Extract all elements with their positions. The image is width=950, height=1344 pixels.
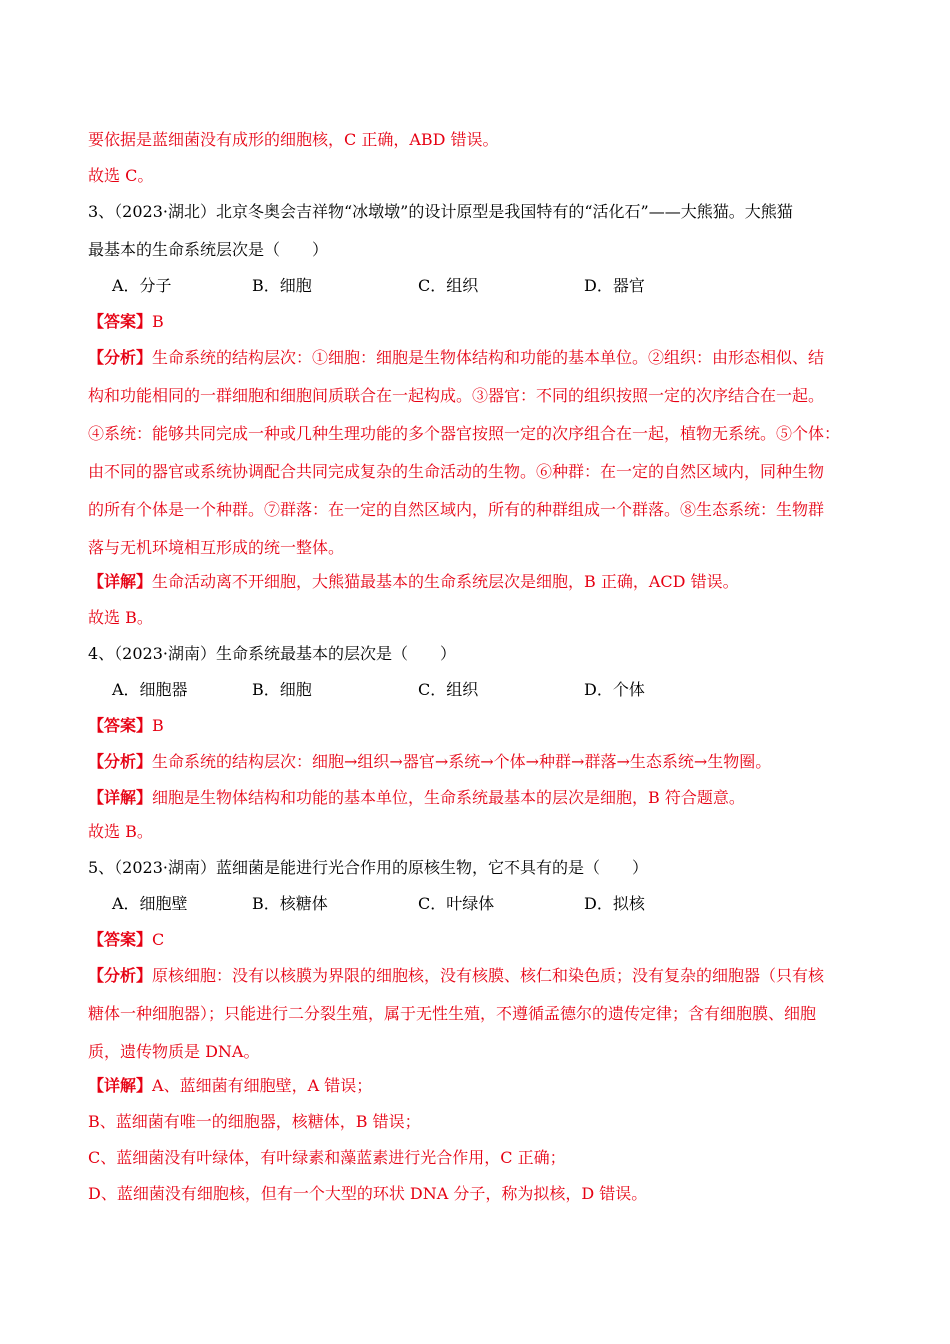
q5-analysis-line1 bbox=[88, 964, 824, 988]
answer-value: B bbox=[152, 312, 164, 331]
q5-detail-line4: D、蓝细菌没有细胞核，但有一个大型的环状 DNA 分子，称为拟核，D 错误。 bbox=[88, 1184, 648, 1203]
detail-text: 细胞是生物体结构和功能的基本单位，生命系统最基本的层次是细胞，B 符合题意。 bbox=[152, 788, 745, 807]
q3-analysis-line6: 落与无机环境相互形成的统一整体。 bbox=[88, 538, 345, 557]
detail-tag: 【详解】 bbox=[88, 572, 153, 591]
q3-option-b: B．细胞 bbox=[252, 276, 312, 295]
q4-options bbox=[0, 678, 950, 702]
detail-text: 生命活动离不开细胞，大熊猫最基本的生命系统层次是细胞，B 正确，ACD 错误。 bbox=[152, 572, 739, 591]
analysis-text: 生命系统的结构层次：细胞→组织→器官→系统→个体→种群→群落→生态系统→生物圈。 bbox=[152, 752, 772, 771]
q5-option-b: B．核糖体 bbox=[252, 894, 328, 913]
q4-conclusion: 故选 B。 bbox=[88, 822, 153, 841]
answer-value: B bbox=[152, 716, 164, 735]
q3-analysis-line1 bbox=[88, 346, 824, 370]
detail-tag: 【详解】 bbox=[88, 1076, 153, 1095]
prev-analysis-tail: 要依据是蓝细菌没有成形的细胞核，C 正确，ABD 错误。 bbox=[88, 130, 499, 149]
detail-text: A、蓝细菌有细胞壁，A 错误； bbox=[152, 1076, 373, 1095]
q4-answer bbox=[88, 714, 164, 738]
q5-analysis-line3: 质，遗传物质是 DNA。 bbox=[88, 1042, 260, 1061]
q4-stem: 4、（2023·湖南）生命系统最基本的层次是（ ） bbox=[88, 644, 456, 663]
q3-analysis-line3: ④系统：能够共同完成一种或几种生理功能的多个器官按照一定的次序组合在一起，植物无系统。⑤个体： bbox=[88, 424, 841, 443]
answer-tag: 【答案】 bbox=[88, 312, 153, 331]
analysis-tag: 【分析】 bbox=[88, 348, 153, 367]
q3-analysis-line2: 构和功能相同的一群细胞和细胞间质联合在一起构成。③器官：不同的组织按照一定的次序结合在一起。 bbox=[88, 386, 825, 405]
q5-stem: 5、（2023·湖南）蓝细菌是能进行光合作用的原核生物，它不具有的是（ ） bbox=[88, 858, 648, 877]
q4-option-a: A．细胞器 bbox=[112, 680, 188, 699]
q5-option-d: D．拟核 bbox=[584, 894, 645, 913]
q4-option-b: B．细胞 bbox=[252, 680, 312, 699]
q5-options bbox=[0, 892, 950, 916]
q5-detail-line2: B、蓝细菌有唯一的细胞器，核糖体，B 错误； bbox=[88, 1112, 421, 1131]
q3-option-d: D．器官 bbox=[584, 276, 645, 295]
q5-detail-line1 bbox=[88, 1074, 372, 1098]
q3-stem-line1: 3、（2023·湖北）北京冬奥会吉祥物“冰墩墩”的设计原型是我国特有的“活化石”——大熊猫。大熊猫 bbox=[88, 202, 793, 221]
detail-tag: 【详解】 bbox=[88, 788, 153, 807]
q5-option-c: C．叶绿体 bbox=[418, 894, 495, 913]
q3-analysis-line5: 的所有个体是一个种群。⑦群落：在一定的自然区域内，所有的种群组成一个群落。⑧生态系统：生物群 bbox=[88, 500, 825, 519]
q3-detail bbox=[88, 570, 739, 594]
q3-option-c: C．组织 bbox=[418, 276, 479, 295]
analysis-text: 原核细胞：没有以核膜为界限的细胞核，没有核膜、核仁和染色质；没有复杂的细胞器（只有核 bbox=[152, 966, 825, 985]
answer-tag: 【答案】 bbox=[88, 930, 153, 949]
q4-option-c: C．组织 bbox=[418, 680, 479, 699]
answer-value: C bbox=[152, 930, 165, 949]
answer-tag: 【答案】 bbox=[88, 716, 153, 735]
q3-options bbox=[0, 274, 950, 298]
q4-analysis bbox=[88, 750, 771, 774]
q3-stem-line2: 最基本的生命系统层次是（ ） bbox=[88, 240, 329, 259]
analysis-text: 生命系统的结构层次：①细胞：细胞是生物体结构和功能的基本单位。②组织：由形态相似、结 bbox=[152, 348, 825, 367]
q4-detail bbox=[88, 786, 745, 810]
q5-detail-line3: C、蓝细菌没有叶绿体，有叶绿素和藻蓝素进行光合作用，C 正确； bbox=[88, 1148, 566, 1167]
q5-answer bbox=[88, 928, 164, 952]
q3-analysis-line4: 由不同的器官或系统协调配合共同完成复杂的生命活动的生物。⑥种群：在一定的自然区域内，同种生物 bbox=[88, 462, 825, 481]
analysis-tag: 【分析】 bbox=[88, 966, 153, 985]
q3-answer bbox=[88, 310, 164, 334]
q4-option-d: D．个体 bbox=[584, 680, 645, 699]
q5-analysis-line2: 糖体一种细胞器）；只能进行二分裂生殖，属于无性生殖，不遵循孟德尔的遗传定律；含有细胞膜、细胞 bbox=[88, 1004, 817, 1023]
q3-conclusion: 故选 B。 bbox=[88, 608, 153, 627]
q3-option-a: A．分子 bbox=[112, 276, 172, 295]
q5-option-a: A．细胞壁 bbox=[112, 894, 188, 913]
prev-conclusion: 故选 C。 bbox=[88, 166, 154, 185]
analysis-tag: 【分析】 bbox=[88, 752, 153, 771]
